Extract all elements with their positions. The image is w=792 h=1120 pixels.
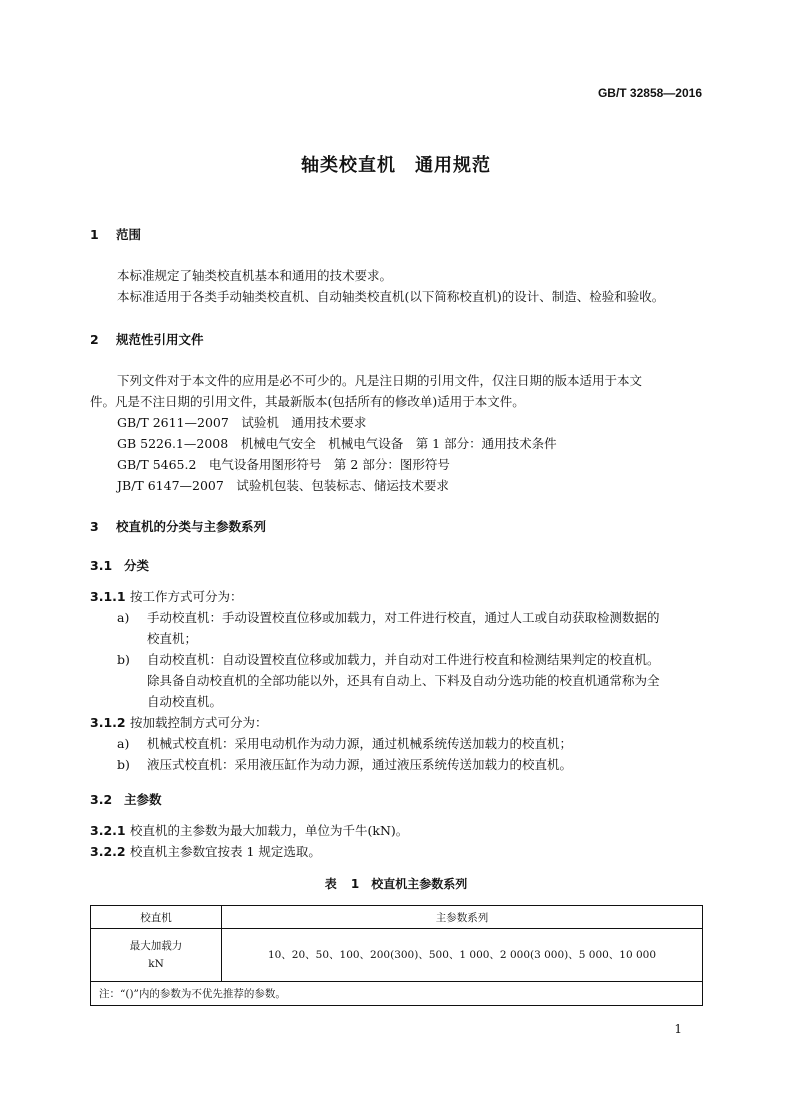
table-header-cell: 主参数系列 (222, 906, 703, 929)
table-header-row (91, 906, 703, 929)
page-number: 1 (674, 1022, 682, 1036)
clause-number: 3.2.1 (90, 823, 126, 838)
list-marker: b) (117, 757, 130, 772)
clause-3-2-1 (90, 821, 408, 839)
paragraph: 本标准适用于各类手动轴类校直机、自动轴类校直机(以下简称校直机)的设计、制造、检验和验收。 (117, 289, 665, 304)
list-item (117, 734, 572, 752)
row-label-cell (91, 929, 222, 982)
clause-number: 3.1.1 (90, 589, 126, 604)
table-caption: 表 1 校直机主参数系列 (324, 877, 468, 891)
document-title: 轴类校直机 通用规范 (301, 155, 491, 176)
section-title: 规范性引用文件 (116, 332, 204, 347)
subsection-3-1-heading (90, 556, 149, 574)
clause-3-1-2 (90, 713, 268, 731)
section-title: 范围 (116, 227, 142, 242)
subsection-number: 3.2 (90, 792, 113, 807)
list-text-continued: 自动校直机。 (147, 694, 223, 709)
section-title: 校直机的分类与主参数系列 (116, 519, 267, 534)
reference-item: GB/T 2611—2007 试验机 通用技术要求 (117, 415, 367, 430)
table-row (91, 929, 703, 982)
list-text: 液压式校直机：采用液压缸作为动力源，通过液压系统传送加载力的校直机。 (147, 757, 573, 772)
clause-3-2-2 (90, 842, 321, 860)
list-text-continued: 除具备自动校直机的全部功能以外，还具有自动上、下料及自动分选功能的校直机通常称为全 (147, 673, 660, 688)
paragraph-line: 件。凡是不注日期的引用文件，其最新版本(包括所有的修改单)适用于本文件。 (90, 394, 525, 409)
section-2-heading (90, 330, 204, 348)
clause-text: 校直机主参数宜按表 1 规定选取。 (130, 844, 321, 859)
list-item (117, 755, 572, 773)
row-unit: kN (148, 958, 164, 970)
reference-item: GB 5226.1—2008 机械电气安全 机械电气设备 第 1 部分：通用技术条件 (117, 436, 557, 451)
standard-number: GB/T 32858—2016 (597, 86, 702, 100)
row-values-cell: 10、20、50、100、200(300)、500、1 000、2 000(3 000)、5 000、10 000 (222, 929, 703, 982)
section-3-heading (90, 517, 266, 535)
list-marker: a) (117, 610, 130, 625)
table-note-row (91, 982, 703, 1006)
list-marker: b) (117, 652, 130, 667)
section-number: 3 (90, 519, 99, 534)
row-label: 最大加载力 (129, 940, 183, 952)
list-text: 手动校直机：手动设置校直位移或加载力，对工件进行校直，通过人工或自动获取检测数据的 (147, 610, 660, 625)
subsection-title: 主参数 (124, 792, 162, 807)
reference-item: JB/T 6147—2007 试验机包装、包装标志、储运技术要求 (117, 478, 449, 493)
clause-number: 3.1.2 (90, 715, 126, 730)
list-marker: a) (117, 736, 130, 751)
table-note: 注：“()”内的参数为不优先推荐的参数。 (91, 982, 703, 1006)
list-text: 机械式校直机：采用电动机作为动力源，通过机械系统传送加载力的校直机； (147, 736, 573, 751)
clause-text: 按加载控制方式可分为： (130, 715, 268, 730)
clause-3-1-1 (90, 587, 243, 605)
parameter-table (90, 905, 703, 1006)
clause-number: 3.2.2 (90, 844, 126, 859)
paragraph-line: 下列文件对于本文件的应用是必不可少的。凡是注日期的引用文件，仅注日期的版本适用于本文 (117, 373, 643, 388)
table-header-cell: 校直机 (91, 906, 222, 929)
clause-text: 校直机的主参数为最大加载力，单位为千牛(kN)。 (130, 823, 409, 838)
paragraph: 本标准规定了轴类校直机基本和通用的技术要求。 (117, 268, 393, 283)
subsection-title: 分类 (124, 558, 150, 573)
section-1-heading (90, 225, 141, 243)
subsection-3-2-heading (90, 790, 162, 808)
list-item (117, 650, 660, 668)
clause-text: 按工作方式可分为： (130, 589, 243, 604)
list-item (117, 608, 660, 626)
section-number: 2 (90, 332, 99, 347)
list-text: 自动校直机：自动设置校直位移或加载力，并自动对工件进行校直和检测结果判定的校直机。 (147, 652, 660, 667)
list-text-continued: 校直机； (147, 631, 198, 646)
section-number: 1 (90, 227, 99, 242)
subsection-number: 3.1 (90, 558, 113, 573)
reference-item: GB/T 5465.2 电气设备用图形符号 第 2 部分：图形符号 (117, 457, 450, 472)
